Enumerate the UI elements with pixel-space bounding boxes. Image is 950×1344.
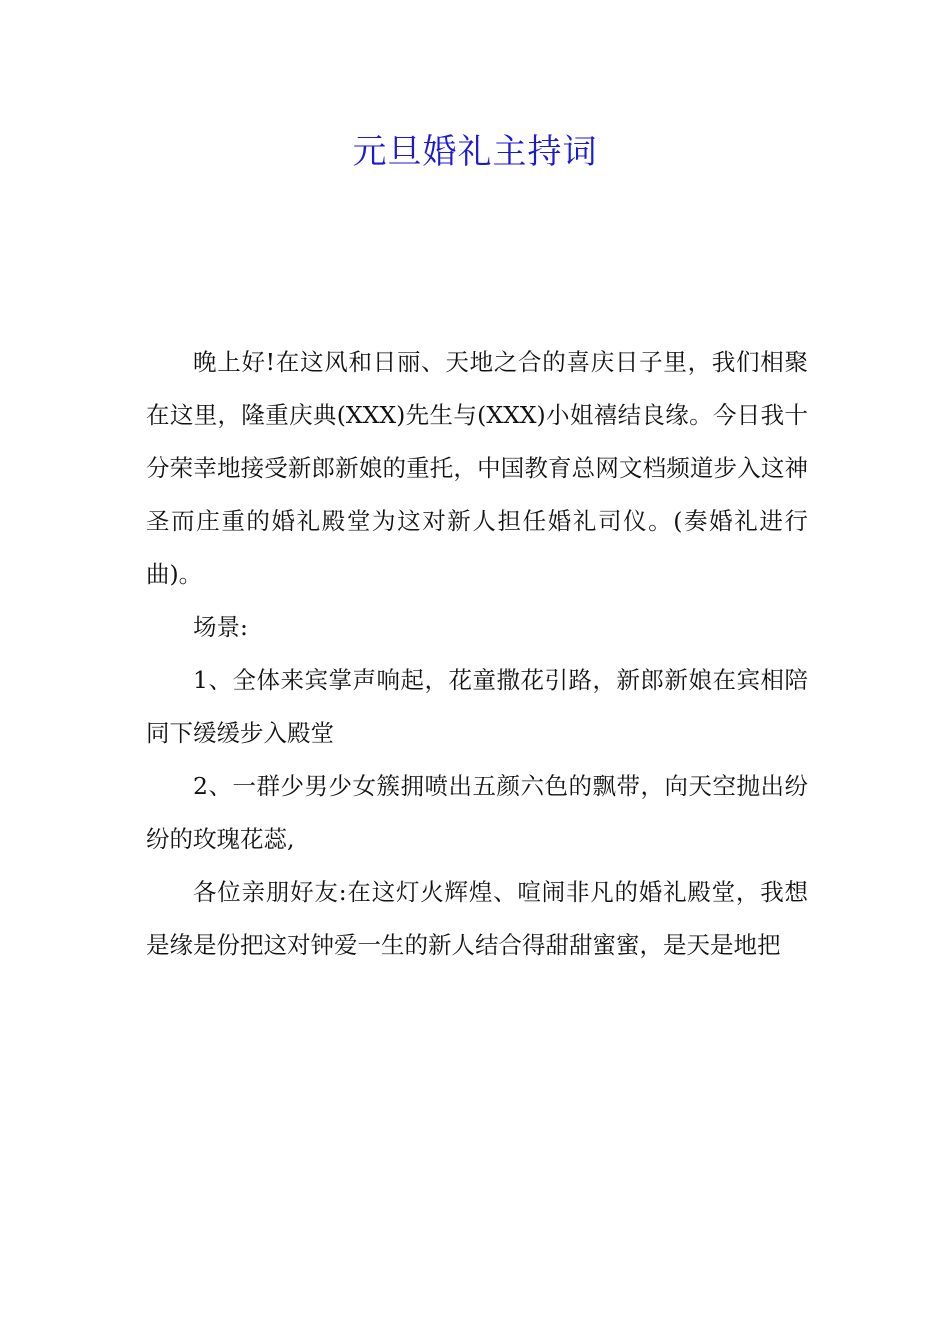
paragraph-scene-1: 1、全体来宾掌声响起，花童撒花引路，新郎新娘在宾相陪同下缓缓步入殿堂 [146,666,808,747]
paragraph-address: 各位亲朋好友:在这灯火辉煌、喧闹非凡的婚礼殿堂，我想是缘是份把这对钟爱一生的新人结合得甜甜蜜蜜，是天是地把 [146,878,808,959]
paragraph-scene-heading: 场景: [193,613,248,641]
document-body [146,336,808,972]
paragraph-scene-2: 2、一群少男少女簇拥喷出五颜六色的飘带，向天空抛出纷纷的玫瑰花蕊, [146,772,808,853]
paragraph-greeting: 晚上好!在这风和日丽、天地之合的喜庆日子里，我们相聚在这里，隆重庆典(XXX)先生与(XXX)小姐禧结良缘。今日我十分荣幸地接受新郎新娘的重托，中国教育总网文档频道步入这神圣而庄重的婚礼殿堂为这对新人担任婚礼司仪。(奏婚礼进行曲)。 [146,348,808,588]
document-title: 元旦婚礼主持词 [352,132,598,172]
